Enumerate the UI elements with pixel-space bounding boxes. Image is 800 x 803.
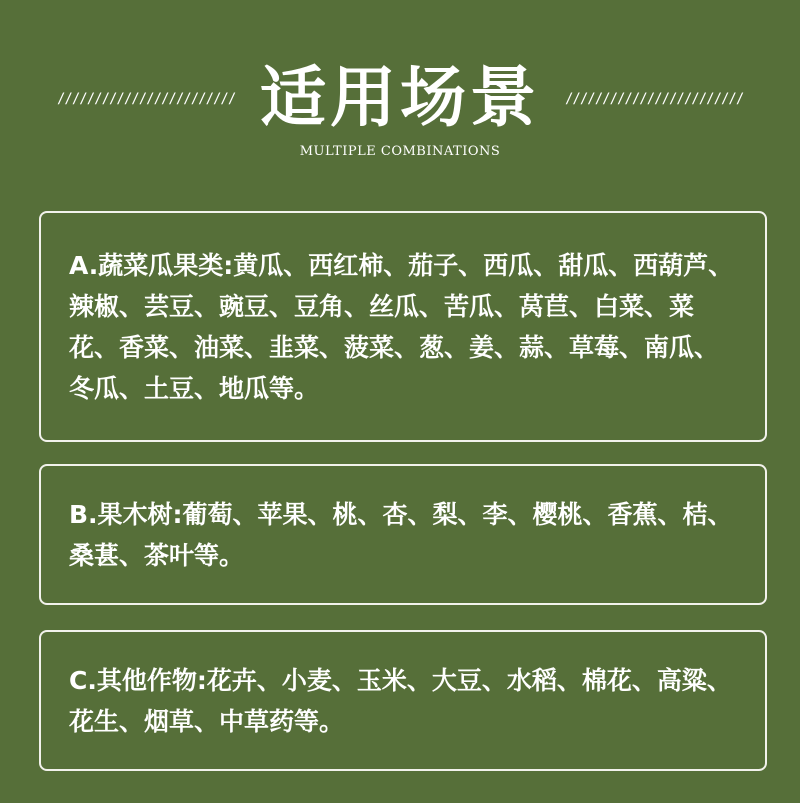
page-title: 适用场景 [260, 59, 540, 136]
header [0, 58, 800, 168]
section-other-crops [39, 630, 767, 771]
page-subtitle: MULTIPLE COMBINATIONS [299, 144, 501, 159]
section-text: A.蔬菜瓜果类:黄瓜、西红柿、茄子、西瓜、甜瓜、西葫芦、辣椒、芸豆、豌豆、豆角、丝瓜、苦瓜、莴苣、白菜、菜花、香菜、油菜、韭菜、菠菜、葱、姜、蒜、草莓、南瓜、冬瓜、土豆、地瓜等。 [69, 250, 734, 403]
slash-decoration-left: //////////////////////// [57, 91, 236, 107]
section-vegetables-fruits [39, 211, 767, 442]
slash-decoration-right: //////////////////////// [565, 91, 744, 107]
section-fruit-trees [39, 464, 767, 605]
section-text: B.果木树:葡萄、苹果、桃、杏、梨、李、樱桃、香蕉、桔、桑葚、茶叶等。 [69, 499, 733, 570]
section-text: C.其他作物:花卉、小麦、玉米、大豆、水稻、棉花、高粱、花生、烟草、中草药等。 [69, 665, 732, 736]
